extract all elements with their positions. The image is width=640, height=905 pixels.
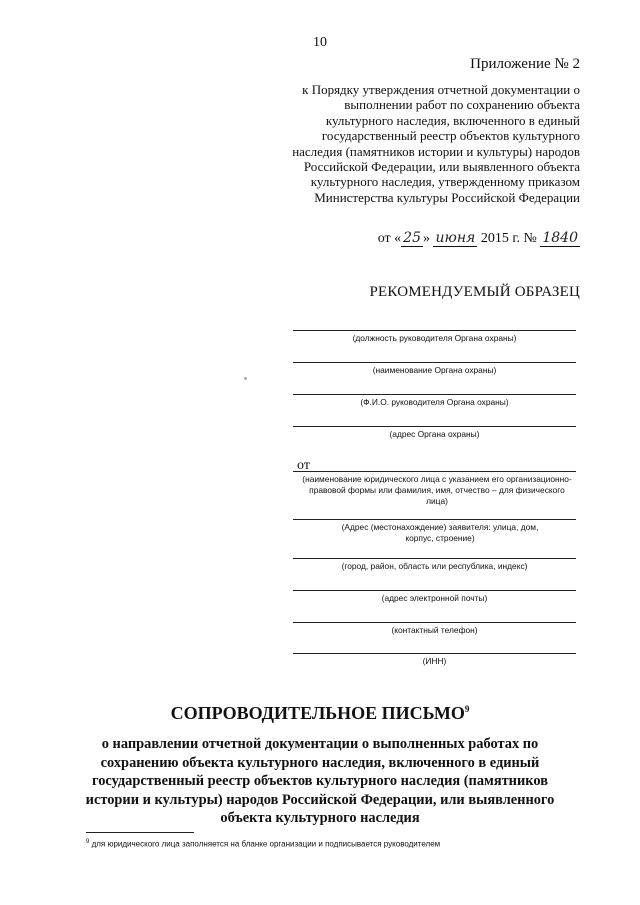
caption-head-fio: (Ф.И.О. руководителя Органа охраны)	[360, 397, 509, 407]
footnote-mark: 9	[86, 839, 90, 845]
footnote-text: для юридического лица заполняется на бланке организации и подписывается руководителем	[89, 839, 441, 849]
appendix-title: Приложение № 2	[470, 56, 580, 72]
caption-email: (адрес электронной почты)	[381, 593, 488, 603]
field-line-head-position	[293, 330, 576, 331]
field-line-head-fio	[293, 394, 576, 395]
caption-agency-name: (наименование Органа охраны)	[372, 365, 497, 375]
caption-applicant-address: (Адрес (местонахождение) заявителя: улица, дом, корпус, строение)	[341, 522, 539, 543]
from-label: от	[297, 458, 310, 473]
approval-date-line	[378, 230, 580, 247]
field-line-phone	[293, 622, 576, 623]
caption-head-position: (должность руководителя Органа охраны)	[352, 333, 517, 343]
handwritten-month: июня	[435, 230, 476, 246]
caption-applicant-name: (наименование юридического лица с указанием его организационно-правовой формы или фамилия, имя, отчество – для физического лица)	[302, 474, 572, 506]
letter-title-text: СОПРОВОДИТЕЛЬНОЕ ПИСЬМО	[170, 703, 465, 723]
letter-subtitle: о направлении отчетной документации о выполненных работах по сохранению объекта культурного наследия, включенного в единый государственный реестр объектов культурного наследия (памятников истории и культуры) народов Российской Федерации, или выявленного объекта культурного наследия	[85, 736, 555, 827]
appendix-body: к Порядку утверждения отчетной документации о выполнении работ по сохранению объекта культурного наследия, включенного в единый государственный реестр объектов культурного наследия (памятников истории и культуры) народов Российской Федерации, или выявленного объекта культурного наследия, утвержденному приказом Министерства культуры Российской Федерации	[292, 82, 580, 205]
field-line-applicant-address	[293, 519, 576, 520]
field-line-inn	[293, 653, 576, 654]
handwritten-order-number: 1840	[542, 230, 578, 246]
field-line-city	[293, 558, 576, 559]
footnote-reference: 9	[464, 704, 470, 714]
field-line-email	[293, 590, 576, 591]
handwritten-day: 25	[403, 230, 421, 246]
caption-inn: (ИНН)	[422, 656, 447, 666]
scan-dot	[244, 377, 247, 380]
page-number: 10	[313, 35, 327, 50]
footnote	[86, 839, 440, 849]
approval-year-number: 2015 г. №	[480, 231, 537, 246]
recommended-sample-heading: РЕКОМЕНДУЕМЫЙ ОБРАЗЕЦ	[369, 284, 580, 300]
field-line-agency-name	[293, 362, 576, 363]
letter-title	[0, 703, 640, 724]
caption-agency-address: (адрес Органа охраны)	[389, 429, 480, 439]
caption-phone: (контактный телефон)	[391, 625, 478, 635]
field-line-applicant-name	[293, 471, 576, 472]
footnote-separator	[86, 832, 194, 833]
caption-city: (город, район, область или республика, индекс)	[341, 561, 528, 571]
approval-prefix: от «	[377, 231, 402, 246]
field-line-agency-address	[293, 426, 576, 427]
approval-quote-close: »	[422, 231, 430, 246]
